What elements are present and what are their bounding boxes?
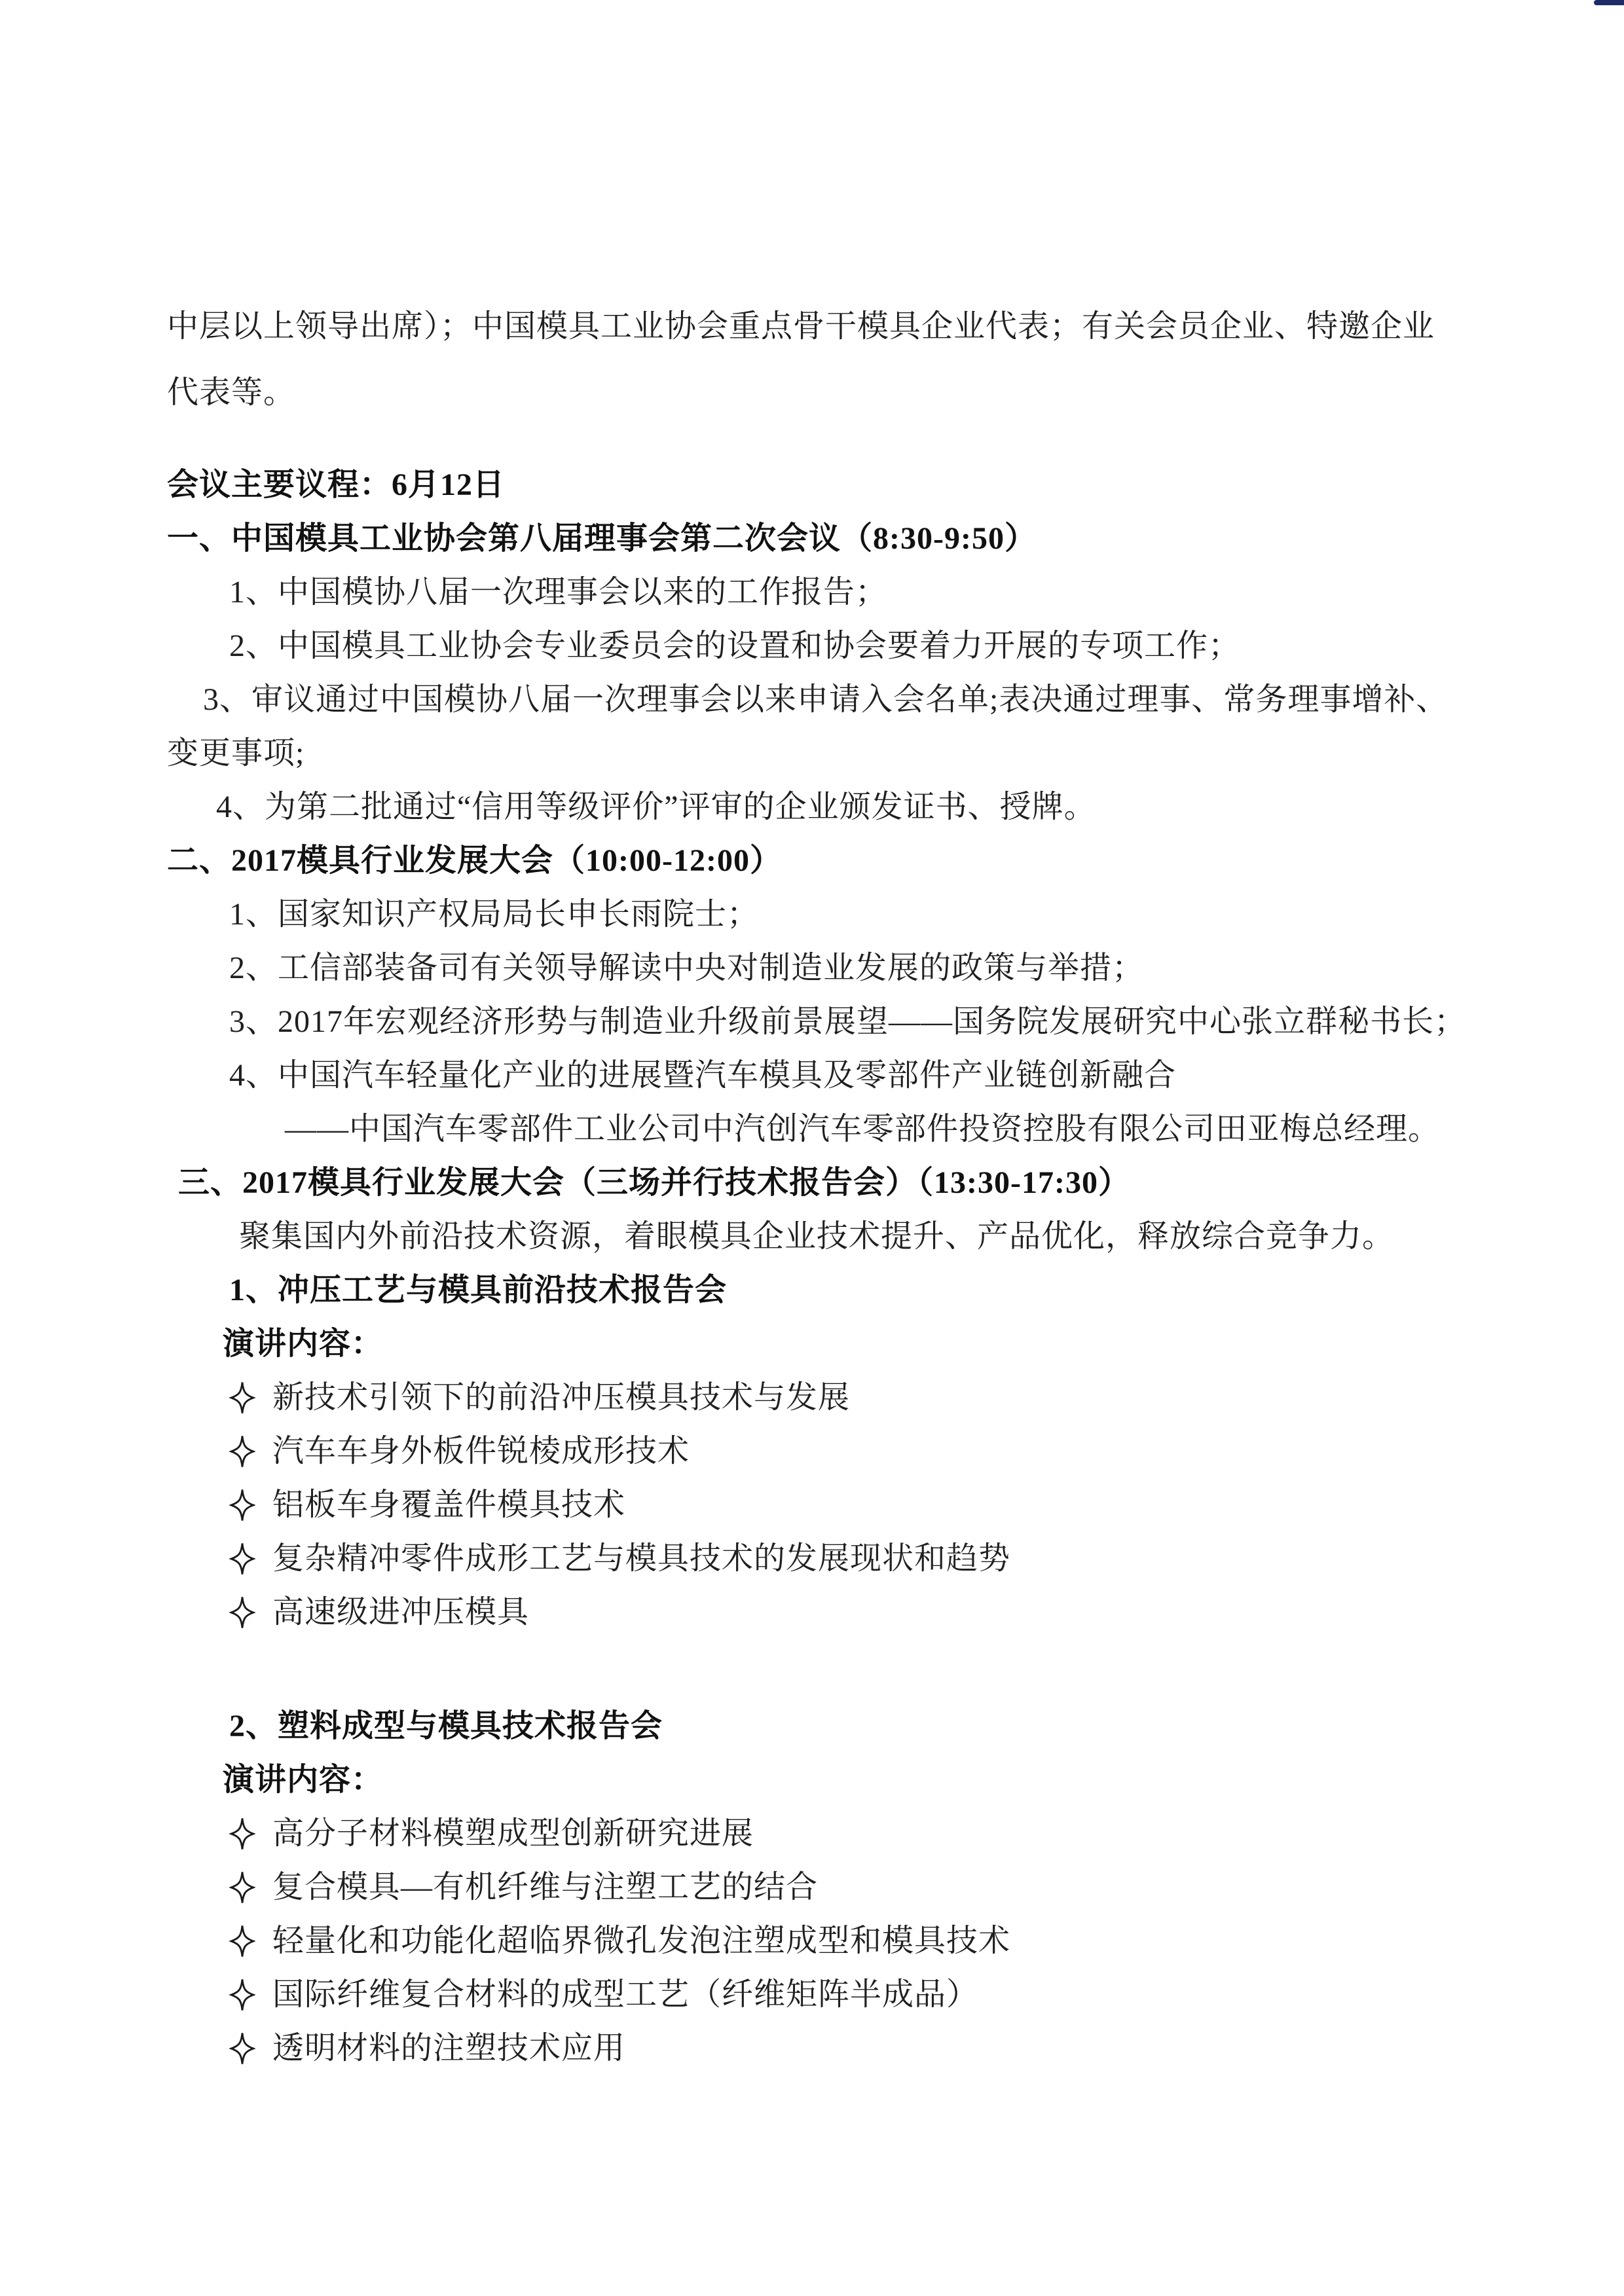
section1-item-3-continuation: 变更事项; (167, 736, 305, 771)
scan-ink-artifact (1594, 0, 1624, 5)
four-pointed-star-icon (229, 1595, 255, 1630)
bullet-text: 高速级进冲压模具 (272, 1595, 530, 1630)
bullet-text: 汽车车身外板件锐棱成形技术 (272, 1434, 690, 1468)
four-pointed-star-icon (229, 1870, 255, 1905)
section1-title: 一、中国模具工业协会第八届理事会第二次会议（8:30-9:50） (167, 521, 1037, 556)
plastics-bullet-5 (229, 2022, 1529, 2075)
section2-item-4: 4、中国汽车轻量化产业的进展暨汽车模具及零部件产业链创新融合 (229, 1058, 1177, 1093)
section3-title: 三、2017模具行业发展大会（三场并行技术报告会）（13:30-17:30） (178, 1165, 1130, 1200)
plastics-session-title: 2、塑料成型与模具技术报告会 (229, 1709, 663, 1743)
bullet-text: 高分子材料模塑成型创新研究进展 (272, 1816, 754, 1851)
intro-line-1: 中层以上领导出席）；中国模具工业协会重点骨干模具企业代表；有关会员企业、特邀企业 (167, 309, 1435, 344)
section2-item-1: 1、国家知识产权局局长申长雨院士； (229, 897, 760, 932)
stamping-session-label: 演讲内容： (223, 1326, 384, 1361)
intro-line-2: 代表等。 (167, 375, 296, 410)
plastics-bullet-4 (229, 1968, 1529, 2022)
section2-title: 二、2017模具行业发展大会（10:00-12:00） (167, 843, 782, 878)
section1-item-3: 3、审议通过中国模协八届一次理事会以来申请入会名单;表决通过理事、常务理事增补、 (203, 682, 1449, 717)
four-pointed-star-icon (229, 1380, 255, 1415)
four-pointed-star-icon (229, 2031, 255, 2066)
agenda-heading: 会议主要议程：6月12日 (167, 467, 506, 502)
four-pointed-star-icon (229, 1434, 255, 1469)
four-pointed-star-icon (229, 1923, 255, 1959)
stamping-bullet-2 (229, 1425, 1529, 1478)
four-pointed-star-icon (229, 1977, 255, 2013)
section3-intro: 聚集国内外前沿技术资源，着眼模具企业技术提升、产品优化，释放综合竞争力。 (239, 1219, 1395, 1254)
bullet-text: 铝板车身覆盖件模具技术 (272, 1487, 626, 1522)
four-pointed-star-icon (229, 1816, 255, 1851)
stamping-bullet-1 (229, 1371, 1529, 1425)
stamping-session-title: 1、冲压工艺与模具前沿技术报告会 (229, 1273, 728, 1307)
section1-item-1: 1、中国模协八届一次理事会以来的工作报告； (229, 575, 888, 610)
plastics-bullet-3 (229, 1914, 1529, 1968)
agenda-content (167, 293, 1529, 2075)
section2-item-3: 3、2017年宏观经济形势与制造业升级前景展望——国务院发展研究中心张立群秘书长； (229, 1004, 1467, 1039)
four-pointed-star-icon (229, 1541, 255, 1576)
section2-item-2: 2、工信部装备司有关领导解读中央对制造业发展的政策与举措； (229, 951, 1145, 985)
plastics-bullet-2 (229, 1861, 1529, 1914)
bullet-text: 新技术引领下的前沿冲压模具技术与发展 (272, 1380, 851, 1415)
stamping-bullet-5 (229, 1586, 1529, 1639)
bullet-text: 国际纤维复合材料的成型工艺（纤维矩阵半成品） (272, 1977, 979, 2012)
bullet-text: 复杂精冲零件成形工艺与模具技术的发展现状和趋势 (272, 1541, 1011, 1576)
bullet-text: 透明材料的注塑技术应用 (272, 2031, 626, 2066)
section1-item-2: 2、中国模具工业协会专业委员会的设置和协会要着力开展的专项工作； (229, 629, 1241, 663)
stamping-bullet-4 (229, 1532, 1529, 1586)
plastics-session-label: 演讲内容： (223, 1762, 384, 1797)
plastics-bullet-1 (229, 1807, 1529, 1861)
stamping-bullet-3 (229, 1478, 1529, 1532)
bullet-text: 复合模具—有机纤维与注塑工艺的结合 (272, 1870, 819, 1904)
section1-item-4: 4、为第二批通过“信用等级评价”评审的企业颁发证书、授牌。 (216, 790, 1096, 824)
section2-item-4-speaker: ——中国汽车零部件工业公司中汽创汽车零部件投资控股有限公司田亚梅总经理。 (285, 1112, 1441, 1146)
four-pointed-star-icon (229, 1487, 255, 1523)
bullet-text: 轻量化和功能化超临界微孔发泡注塑成型和模具技术 (272, 1923, 1011, 1958)
